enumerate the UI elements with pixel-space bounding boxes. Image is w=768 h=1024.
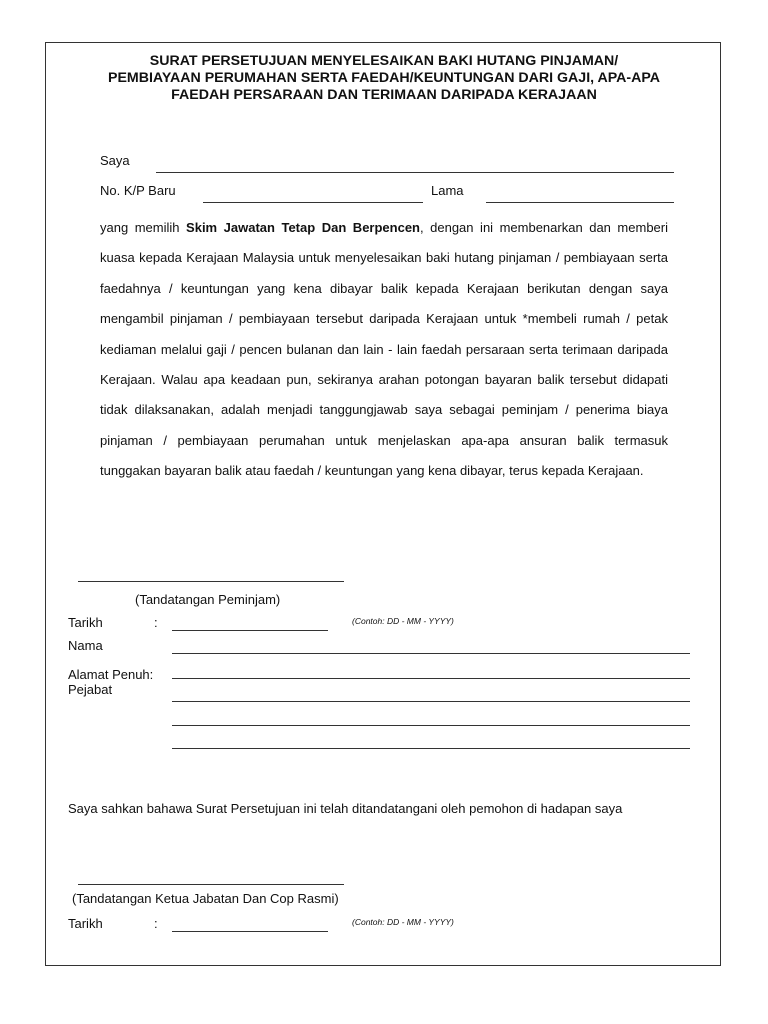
scheme-name: Skim Jawatan Tetap Dan Berpencen: [186, 220, 420, 235]
kp-baru-label: No. K/P Baru: [100, 183, 176, 198]
saya-name-field[interactable]: [156, 172, 674, 173]
head-date-field[interactable]: [172, 931, 328, 932]
address-field-2[interactable]: [172, 701, 690, 702]
head-date-label: Tarikh: [68, 916, 103, 931]
body-text: , dengan ini membenarkan dan memberi kuasa kepada Kerajaan Malaysia untuk menyelesaikan baki hutang pinjaman / pembiayaan serta faedahnya / keuntungan yang kena dibayar balik kepada Kerajaan berikutan dengan saya mengambil pinjaman / pembiayaan tersebut daripada Kerajaan untuk *membeli rumah / petak kediaman melalui gaji / pencen bulanan dan lain - lain faedah persaraan serta terimaan daripada Kerajaan. Walau apa keadaan pun, sekiranya arahan potongan bayaran balik tersebut didapati tidak dilaksanakan, adalah menjadi tanggungjawab saya sebagai peminjam / penerima biaya pinjaman / pembiayaan perumahan untuk menjelaskan apa-apa ansuran balik termasuk tunggakan bayaran balik atau faedah / keuntungan yang kena dibayar, terus kepada Kerajaan.: [100, 220, 668, 479]
borrower-date-label: Tarikh: [68, 615, 103, 630]
borrower-date-colon: :: [154, 615, 158, 630]
borrower-name-label: Nama: [68, 638, 103, 653]
kp-lama-field[interactable]: [486, 202, 674, 203]
borrower-signature-label: (Tandatangan Peminjam): [135, 592, 281, 607]
borrower-signature-line[interactable]: [78, 581, 344, 582]
saya-label: Saya: [100, 153, 130, 168]
head-date-colon: :: [154, 916, 158, 931]
title-line-2: PEMBIAYAAN PERUMAHAN SERTA FAEDAH/KEUNTUNGAN DARI GAJI, APA-APA: [107, 70, 661, 86]
body-lead: yang memilih: [100, 220, 187, 235]
consent-paragraph: [100, 213, 668, 487]
head-signature-label: (Tandatangan Ketua Jabatan Dan Cop Rasmi): [72, 891, 339, 906]
borrower-name-field[interactable]: [172, 653, 690, 654]
confirmation-text: Saya sahkan bahawa Surat Persetujuan ini telah ditandatangani oleh pemohon di hadapan saya: [68, 801, 623, 816]
kp-baru-field[interactable]: [203, 202, 423, 203]
borrower-date-hint: (Contoh: DD - MM - YYYY): [352, 616, 454, 626]
page-border: [45, 42, 721, 966]
kp-lama-label: Lama: [431, 183, 464, 198]
document-title: [60, 53, 708, 104]
address-field-1[interactable]: [172, 678, 690, 679]
address-field-4[interactable]: [172, 748, 690, 749]
head-date-hint: (Contoh: DD - MM - YYYY): [352, 917, 454, 927]
head-signature-line[interactable]: [78, 884, 344, 885]
borrower-date-field[interactable]: [172, 630, 328, 631]
office-label: Pejabat: [68, 682, 113, 697]
title-line-3: FAEDAH PERSARAAN DAN TERIMAAN DARIPADA KERAJAAN: [171, 87, 597, 103]
address-field-3[interactable]: [172, 725, 690, 726]
title-line-1: SURAT PERSETUJUAN MENYELESAIKAN BAKI HUTANG PINJAMAN/: [149, 53, 619, 69]
office-address-label: Alamat Penuh:: [68, 667, 154, 682]
